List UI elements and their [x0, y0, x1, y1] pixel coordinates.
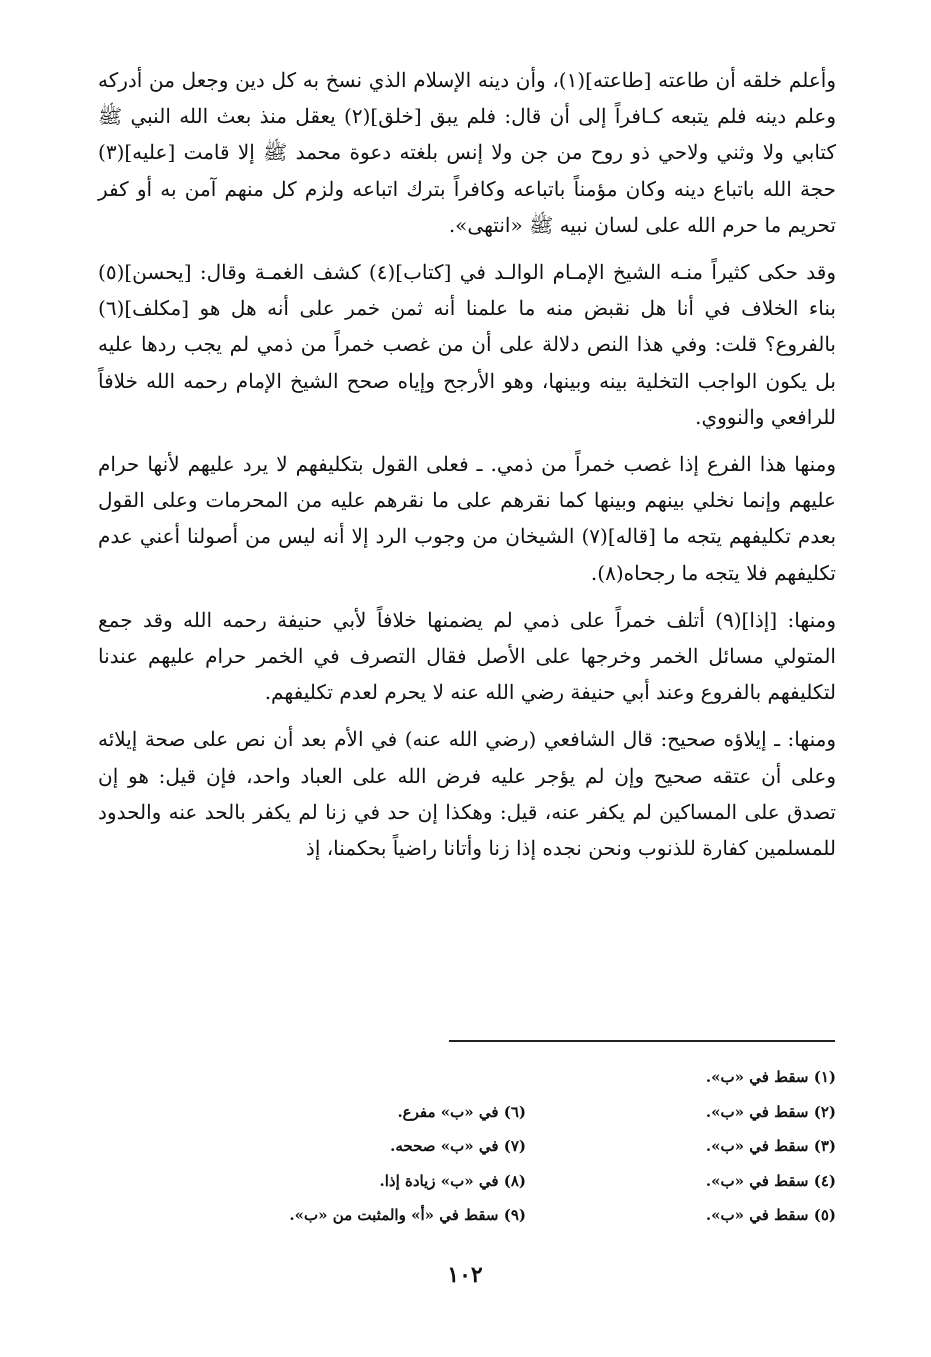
paragraph-1: وأعلم خلقه أن طاعته [طاعته](١)، وأن دينه الإسلام الذي نسخ به كل دين وجعل من أدركه وعلم دينه فلم يتبعه كـافراً إلى أن قال: فلم يبق [خلق](٢) يعقل منذ بعث الله النبي ﷺ كتابي ولا وثني ولاحي ذو روح من جن ولا إنس بلغته دعوة محمد ﷺ إلا قامت [عليه](٣) حجة الله باتباع دينه وكان مؤمناً باتباعه وكافراً بترك اتباعه ولزم كل منهم آمن به أو كفر تحريم ما حرم الله على لسان نبيه ﷺ «انتهى».: [98, 68, 836, 237]
footnote-4: (٤) سقط في «ب».: [705, 1171, 836, 1190]
footnote-8: (٨) في «ب» زيادة إذا.: [379, 1171, 526, 1190]
footnote-3: (٣) سقط في «ب».: [705, 1137, 836, 1156]
footnote-row: [240, 1060, 836, 1095]
footnote-7: (٧) في «ب» صححه.: [390, 1137, 526, 1156]
footnote-row: [240, 1198, 836, 1233]
footnote-row: [240, 1129, 836, 1164]
footnote-row: [240, 1164, 836, 1199]
footnote-2: (٢) سقط في «ب».: [705, 1102, 836, 1121]
footnote-1: (١) سقط في «ب».: [705, 1068, 836, 1087]
footnote-5: (٥) سقط في «ب».: [705, 1206, 836, 1225]
footnote-row: [240, 1095, 836, 1130]
page-number: ١٠٢: [447, 1262, 483, 1288]
paragraph-5: ومنها: ـ إيلاؤه صحيح: قال الشافعي (رضي الله عنه) في الأم بعد أن نص على صحة إيلائه وعلى أن عتقه صحيح وإن لم يؤجر عليه فرض الله على العباد واحد، فإن قيل: هو إن تصدق على المساكين لم يكفر عنه، قيل: وهكذا إن حد في زنا لم يكفر بالحد عنه والحدود للمسلمين كفارة للذنوب ونحن نجده إذا زنا وأتانا راضياً بحكمنا، إذ: [98, 727, 836, 861]
footnote-divider: [449, 1040, 835, 1042]
footnotes: [240, 1060, 836, 1233]
paragraph-4: ومنها: [إذا](٩) أتلف خمراً على ذمي لم يضمنها خلافاً لأبي حنيفة رحمه الله وقد جمع المتولي مسائل الخمر وخرجها على الأصل فقال التصرف في الخمر حرام عليهم عندنا لتكليفهم بالفروع وعند أبي حنيفة رضي الله عنه لا يحرم لعدم تكليفهم.: [98, 607, 837, 705]
paragraph-2: وقد حكى كثيراً منـه الشيخ الإمـام الوالـد في [كتاب](٤) كشف الغمـة وقال: [يحسن](٥) بناء الخلاف في أنا هل نقبض منه ما علمنا أنه ثمن خمر على أنه هل هو [مكلف](٦) بالفروع؟ قلت: وفي هذا النص دلالة على أن من غصب خمراً من ذمي لم يجب ردها عليه بل يكون الواجب التخلية بينه وبينها، وهو الأرجح وإياه صحح الشيخ الإمام رحمه الله خلافاً للرافعي والنووي.: [98, 260, 836, 429]
main-text: [98, 62, 836, 877]
footnote-9: (٩) سقط في «أ» والمثبت من «ب».: [289, 1206, 526, 1225]
footnote-6: (٦) في «ب» مفرع.: [397, 1102, 526, 1121]
paragraph-3: ومنها هذا الفرع إذا غصب خمراً من ذمي. ـ فعلى القول بتكليفهم لا يرد عليهم لأنها حرام عليهم وإنما نخلي بينهم وبينها كما نقرهم على ما نقرهم عليه من المحرمات وعلى القول بعدم تكليفهم يتجه ما [قاله](٧) الشيخان من وجوب الرد إلا أنه ليس من أصولنا أعني عدم تكليفهم فلا يتجه ما رجحاه(٨).: [98, 452, 837, 585]
